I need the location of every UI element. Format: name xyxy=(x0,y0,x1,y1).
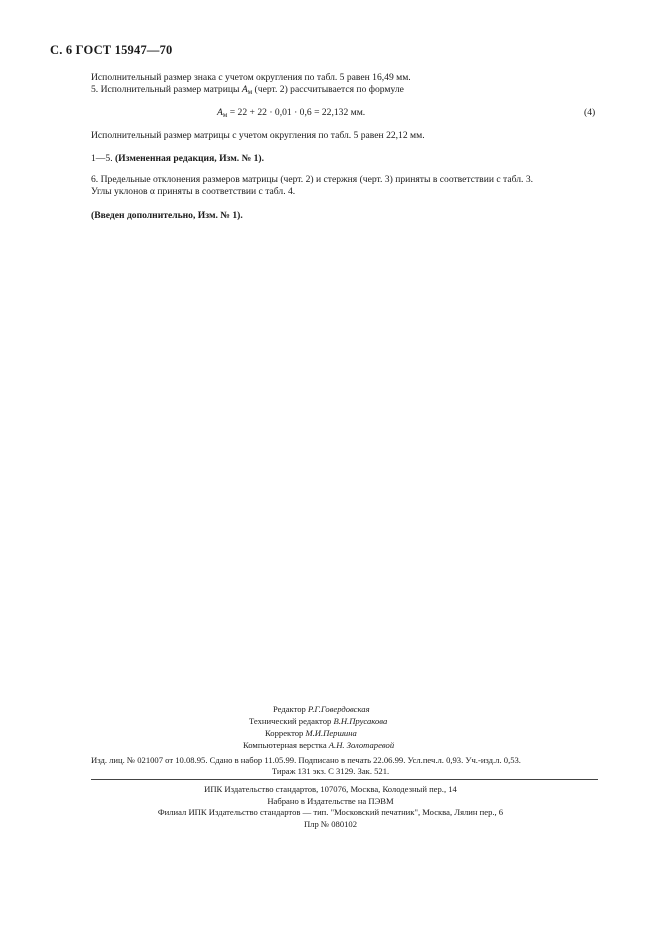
formula xyxy=(217,107,365,121)
formula-subscript: м xyxy=(222,111,228,119)
publisher-line-2: Набрано в Издательстве на ПЭВМ xyxy=(267,796,394,806)
credit-name: В.Н.Прусакова xyxy=(333,716,388,726)
credit-tech-editor xyxy=(249,715,387,727)
publisher-line-3: Филиал ИПК Издательство стандартов — тип. "Московский печатник", Москва, Лялин пер., 6 xyxy=(157,807,504,817)
credit-role: Корректор xyxy=(265,728,304,738)
paragraph-matrix-size: Исполнительный размер матрицы с учетом округления по табл. 5 равен 22,12 мм. xyxy=(91,130,425,141)
amendment-note-1 xyxy=(91,153,264,165)
credit-editor xyxy=(273,703,370,715)
formula-number: (4) xyxy=(584,107,596,118)
paragraph-sign-size: Исполнительный размер знака с учетом округления по табл. 5 равен 16,49 мм. xyxy=(91,72,411,83)
divider xyxy=(91,779,598,780)
credit-name: А.Н. Золотаревой xyxy=(328,740,395,750)
credit-role: Технический редактор xyxy=(249,716,332,726)
formula-expression: = 22 + 22 · 0,01 · 0,6 = 22,132 мм. xyxy=(227,107,366,118)
page-header: С. 6 ГОСТ 15947—70 xyxy=(50,43,173,57)
amendment-range: 1—5. xyxy=(91,153,115,164)
amendment-note-2: (Введен дополнительно, Изм. № 1). xyxy=(91,210,243,221)
credit-proofreader xyxy=(265,727,357,739)
matrix-size-variable: A xyxy=(241,84,248,95)
paragraph-item-6-line1: 6. Предельные отклонения размеров матрицы (черт. 2) и стержня (черт. 3) приняты в соответствии с табл. 3. xyxy=(91,174,534,185)
credit-layout xyxy=(243,739,394,751)
formula-variable: A xyxy=(217,107,223,118)
paragraph-item-5 xyxy=(91,84,404,98)
item5-text-end: (черт. 2) рассчитывается по формуле xyxy=(252,84,404,95)
imprint-line-2: Тираж 131 экз. С 3129. Зак. 521. xyxy=(271,766,390,776)
publisher-line-4: Плр № 080102 xyxy=(303,819,358,829)
matrix-size-subscript: м xyxy=(247,88,253,96)
imprint-line-1: Изд. лиц. № 021007 от 10.08.95. Сдано в набор 11.05.99. Подписано в печать 22.06.99. Усл.печ.л. 0,93. Уч.-изд.л. 0,53. xyxy=(91,755,521,765)
item5-text: 5. Исполнительный размер матрицы xyxy=(91,84,242,95)
credit-role: Компьютерная верстка xyxy=(243,740,327,750)
credit-role: Редактор xyxy=(273,704,306,714)
credit-name: М.И.Першина xyxy=(305,728,357,738)
paragraph-item-6-line2: Углы уклонов α приняты в соответствии с табл. 4. xyxy=(91,186,296,197)
publisher-line-1: ИПК Издательство стандартов, 107076, Москва, Колодезный пер., 14 xyxy=(204,784,457,794)
amendment-text: (Измененная редакция, Изм. № 1). xyxy=(114,153,265,164)
credit-name: Р.Г.Говердовская xyxy=(308,704,370,714)
